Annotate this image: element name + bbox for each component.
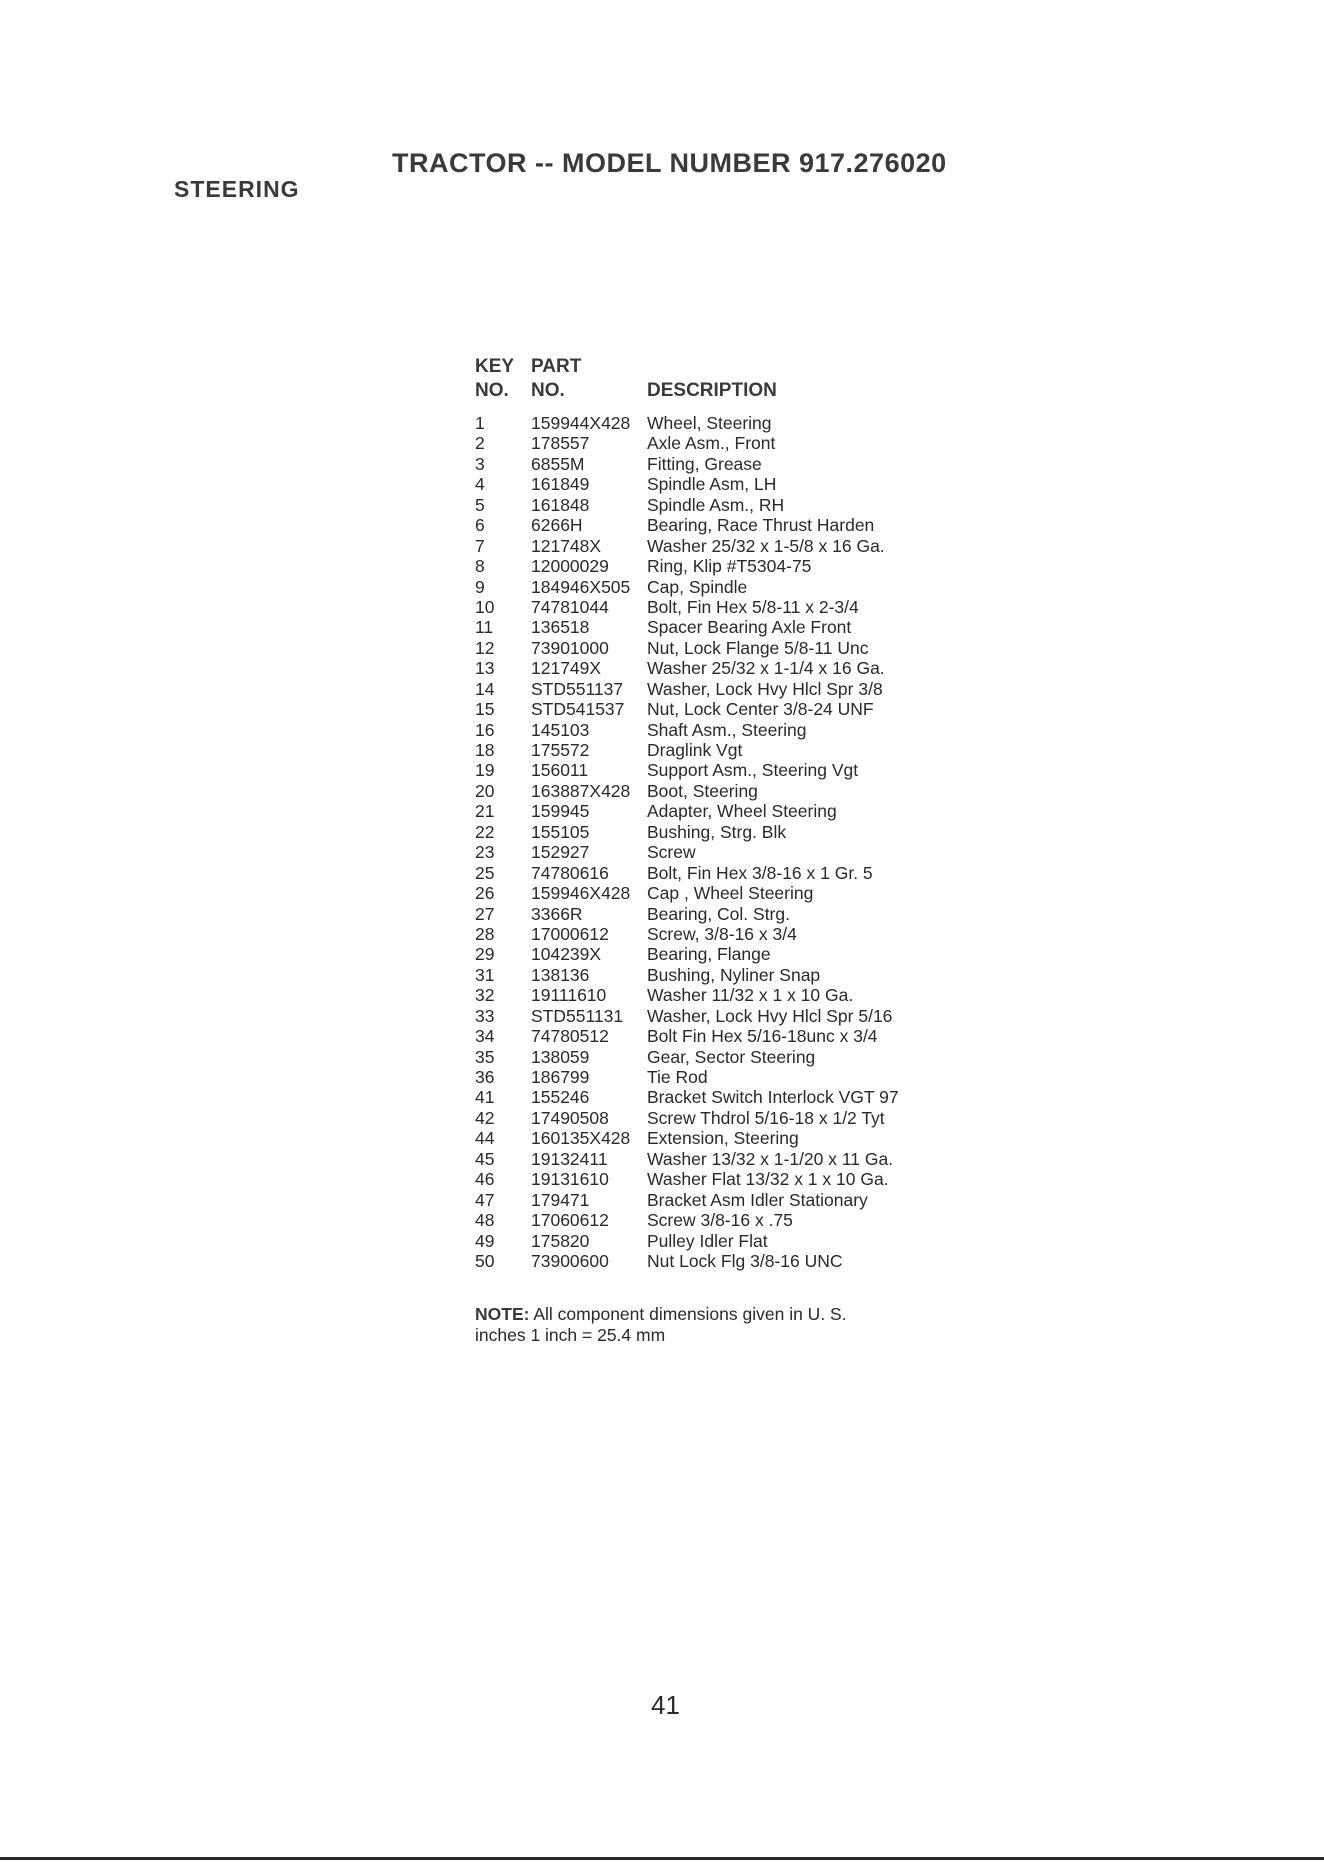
description-cell: Fitting, Grease xyxy=(647,453,762,474)
key-no-cell: 9 xyxy=(475,576,485,597)
table-row xyxy=(475,617,995,637)
table-row xyxy=(475,801,995,821)
part-no-cell: 121749X xyxy=(531,658,602,679)
table-row xyxy=(475,904,995,924)
description-cell: Bushing, Nyliner Snap xyxy=(647,964,821,985)
table-row xyxy=(475,1190,995,1210)
key-no-cell: 21 xyxy=(475,801,495,822)
part-no-cell: 12000029 xyxy=(531,556,609,577)
description-cell: Support Asm., Steering Vgt xyxy=(647,760,859,781)
key-no-cell: 44 xyxy=(475,1128,495,1149)
part-no-cell: 152927 xyxy=(531,842,590,863)
description-cell: Draglink Vgt xyxy=(647,740,743,760)
key-no-cell: 45 xyxy=(475,1148,495,1169)
part-no-cell: 74780616 xyxy=(531,862,609,883)
description-cell: Adapter, Wheel Steering xyxy=(647,801,837,822)
part-no-cell: 161849 xyxy=(531,474,590,495)
part-no-cell: 159945 xyxy=(531,801,590,822)
key-no-cell: 50 xyxy=(475,1250,495,1271)
section-title: STEERING xyxy=(174,176,300,202)
key-no-cell: 41 xyxy=(475,1087,495,1108)
table-row xyxy=(475,781,995,801)
table-row xyxy=(475,1128,995,1148)
parts-table xyxy=(475,356,995,1271)
part-no-cell: 17490508 xyxy=(531,1107,609,1128)
key-no-cell: 26 xyxy=(475,883,495,904)
part-no-cell: 19131610 xyxy=(531,1169,609,1190)
description-cell: Bearing, Col. Strg. xyxy=(647,903,790,924)
table-row xyxy=(475,577,995,597)
description-cell: Bolt, Fin Hex 3/8-16 x 1 Gr. 5 xyxy=(647,862,873,883)
part-no-cell: STD541537 xyxy=(531,699,625,720)
part-no-cell: 6266H xyxy=(531,515,583,536)
key-no-cell: 31 xyxy=(475,964,495,985)
key-no-cell: 49 xyxy=(475,1230,495,1251)
key-no-cell: 4 xyxy=(475,474,485,495)
key-no-cell: 3 xyxy=(475,453,485,474)
description-cell: Washer 11/32 x 1 x 10 Ga. xyxy=(647,985,854,1006)
part-no-cell: 178557 xyxy=(531,433,590,454)
key-no-cell: 20 xyxy=(475,780,495,801)
description-cell: Boot, Steering xyxy=(647,780,758,801)
header-key-no: NO. xyxy=(475,380,509,401)
header-description: DESCRIPTION xyxy=(647,380,777,401)
description-cell: Wheel, Steering xyxy=(647,413,772,433)
table-row xyxy=(475,863,995,883)
key-no-cell: 8 xyxy=(475,556,485,577)
description-cell: Washer, Lock Hvy Hlcl Spr 5/16 xyxy=(647,1005,893,1026)
key-no-cell: 25 xyxy=(475,862,495,883)
key-no-cell: 14 xyxy=(475,678,495,699)
part-no-cell: 155105 xyxy=(531,821,590,842)
key-no-cell: 29 xyxy=(475,944,495,965)
table-row xyxy=(475,658,995,678)
table-row xyxy=(475,1231,995,1251)
key-no-cell: 23 xyxy=(475,842,495,863)
table-row xyxy=(475,1108,995,1128)
key-no-cell: 32 xyxy=(475,985,495,1006)
part-no-cell: 19132411 xyxy=(531,1148,608,1169)
header-part-label: PART xyxy=(531,356,582,377)
key-no-cell: 36 xyxy=(475,1067,495,1087)
table-row xyxy=(475,740,995,760)
part-no-cell: 73901000 xyxy=(531,637,609,658)
key-no-cell: 1 xyxy=(475,413,485,433)
description-cell: Bolt Fin Hex 5/16-18unc x 3/4 xyxy=(647,1026,878,1047)
part-no-cell: 3366R xyxy=(531,903,583,924)
description-cell: Bearing, Flange xyxy=(647,944,771,965)
description-cell: Washer Flat 13/32 x 1 x 10 Ga. xyxy=(647,1169,889,1190)
key-no-cell: 18 xyxy=(475,740,495,760)
key-no-cell: 47 xyxy=(475,1189,495,1210)
description-cell: Washer 25/32 x 1-5/8 x 16 Ga. xyxy=(647,535,885,556)
key-no-cell: 12 xyxy=(475,637,495,658)
part-no-cell: 17060612 xyxy=(531,1210,609,1231)
header-part-no: NO. xyxy=(531,380,565,401)
table-row xyxy=(475,556,995,576)
description-cell: Axle Asm., Front xyxy=(647,433,776,454)
description-cell: Screw, 3/8-16 x 3/4 xyxy=(647,923,797,944)
part-no-cell: STD551131 xyxy=(531,1005,624,1026)
table-row xyxy=(475,720,995,740)
description-cell: Ring, Klip #T5304-75 xyxy=(647,556,812,577)
description-cell: Extension, Steering xyxy=(647,1128,799,1149)
table-row xyxy=(475,1087,995,1107)
description-cell: Nut Lock Flg 3/8-16 UNC xyxy=(647,1250,843,1271)
table-row xyxy=(475,924,995,944)
table-row xyxy=(475,495,995,515)
table-row xyxy=(475,760,995,780)
note-text-line1: All component dimensions given in U. S. xyxy=(533,1304,847,1324)
description-cell: Washer, Lock Hvy Hlcl Spr 3/8 xyxy=(647,678,883,699)
part-no-cell: 19111610 xyxy=(531,985,607,1006)
page-number: 41 xyxy=(651,1690,680,1720)
key-no-cell: 16 xyxy=(475,719,495,740)
table-row xyxy=(475,454,995,474)
description-cell: Screw xyxy=(647,842,696,863)
table-row xyxy=(475,1067,995,1087)
table-row xyxy=(475,1210,995,1230)
part-no-cell: 138059 xyxy=(531,1046,590,1067)
part-no-cell: 156011 xyxy=(531,760,589,781)
table-row xyxy=(475,883,995,903)
table-header-row-2 xyxy=(475,380,995,404)
key-no-cell: 10 xyxy=(475,596,495,617)
description-cell: Bearing, Race Thrust Harden xyxy=(647,515,875,536)
table-row xyxy=(475,699,995,719)
table-row xyxy=(475,985,995,1005)
key-no-cell: 6 xyxy=(475,515,485,536)
key-no-cell: 19 xyxy=(475,760,495,781)
description-cell: Shaft Asm., Steering xyxy=(647,719,807,740)
part-no-cell: 17000612 xyxy=(531,923,609,944)
note-text-line2: inches 1 inch = 25.4 mm xyxy=(475,1325,666,1345)
description-cell: Nut, Lock Flange 5/8-11 Unc xyxy=(647,637,869,658)
description-cell: Washer 25/32 x 1-1/4 x 16 Ga. xyxy=(647,658,885,679)
table-row xyxy=(475,1251,995,1271)
description-cell: Washer 13/32 x 1-1/20 x 11 Ga. xyxy=(647,1148,894,1169)
description-cell: Bushing, Strg. Blk xyxy=(647,821,787,842)
table-row xyxy=(475,822,995,842)
part-no-cell: 121748X xyxy=(531,535,602,556)
key-no-cell: 46 xyxy=(475,1169,495,1190)
description-cell: Spacer Bearing Axle Front xyxy=(647,617,852,638)
description-cell: Tie Rod xyxy=(647,1067,708,1087)
header-key-label: KEY xyxy=(475,356,515,377)
part-no-cell: 104239X xyxy=(531,944,602,965)
table-row xyxy=(475,597,995,617)
table-body xyxy=(475,413,995,1271)
part-no-cell: 145103 xyxy=(531,719,590,740)
part-no-cell: STD551137 xyxy=(531,678,624,699)
key-no-cell: 13 xyxy=(475,658,495,679)
description-cell: Bracket Switch Interlock VGT 97 xyxy=(647,1087,899,1108)
key-no-cell: 35 xyxy=(475,1046,495,1067)
part-no-cell: 159944X428 xyxy=(531,413,631,433)
description-cell: Gear, Sector Steering xyxy=(647,1046,816,1067)
key-no-cell: 48 xyxy=(475,1210,495,1231)
part-no-cell: 163887X428 xyxy=(531,780,631,801)
part-no-cell: 73900600 xyxy=(531,1250,609,1271)
part-no-cell: 155246 xyxy=(531,1087,590,1108)
table-row xyxy=(475,1026,995,1046)
description-cell: Cap, Spindle xyxy=(647,576,748,597)
key-no-cell: 22 xyxy=(475,821,495,842)
table-row xyxy=(475,638,995,658)
description-cell: Bolt, Fin Hex 5/8-11 x 2-3/4 xyxy=(647,596,859,617)
table-row xyxy=(475,474,995,494)
key-no-cell: 5 xyxy=(475,494,485,515)
part-no-cell: 175572 xyxy=(531,740,590,760)
key-no-cell: 7 xyxy=(475,535,485,556)
key-no-cell: 15 xyxy=(475,699,495,720)
table-row xyxy=(475,842,995,862)
part-no-cell: 160135X428 xyxy=(531,1128,631,1149)
table-header-row-1 xyxy=(475,356,995,380)
key-no-cell: 27 xyxy=(475,903,495,924)
description-cell: Bracket Asm Idler Stationary xyxy=(647,1189,868,1210)
part-no-cell: 186799 xyxy=(531,1067,590,1087)
description-cell: Screw Thdrol 5/16-18 x 1/2 Tyt xyxy=(647,1107,885,1128)
table-row xyxy=(475,536,995,556)
description-cell: Pulley Idler Flat xyxy=(647,1230,768,1251)
part-no-cell: 159946X428 xyxy=(531,883,631,904)
note-label: NOTE: xyxy=(475,1304,530,1324)
table-row xyxy=(475,679,995,699)
part-no-cell: 175820 xyxy=(531,1230,590,1251)
table-row xyxy=(475,944,995,964)
table-row xyxy=(475,1169,995,1189)
key-no-cell: 28 xyxy=(475,923,495,944)
key-no-cell: 2 xyxy=(475,433,485,454)
key-no-cell: 34 xyxy=(475,1026,495,1047)
part-no-cell: 179471 xyxy=(531,1189,590,1210)
key-no-cell: 11 xyxy=(475,617,494,638)
table-row xyxy=(475,413,995,433)
key-no-cell: 33 xyxy=(475,1005,495,1026)
key-no-cell: 42 xyxy=(475,1107,495,1128)
table-row xyxy=(475,1006,995,1026)
table-row xyxy=(475,515,995,535)
part-no-cell: 161848 xyxy=(531,494,590,515)
part-no-cell: 74781044 xyxy=(531,596,609,617)
description-cell: Screw 3/8-16 x .75 xyxy=(647,1210,793,1231)
description-cell: Nut, Lock Center 3/8-24 UNF xyxy=(647,699,874,720)
part-no-cell: 136518 xyxy=(531,617,590,638)
note xyxy=(475,1304,995,1346)
part-no-cell: 138136 xyxy=(531,964,590,985)
description-cell: Spindle Asm., RH xyxy=(647,494,785,515)
description-cell: Spindle Asm, LH xyxy=(647,474,777,495)
part-no-cell: 184946X505 xyxy=(531,576,631,597)
bottom-rule xyxy=(0,1857,1324,1860)
description-cell: Cap , Wheel Steering xyxy=(647,883,814,904)
table-row xyxy=(475,1047,995,1067)
table-row xyxy=(475,965,995,985)
table-row xyxy=(475,1149,995,1169)
table-row xyxy=(475,433,995,453)
part-no-cell: 6855M xyxy=(531,453,585,474)
page-title: TRACTOR -- MODEL NUMBER 917.276020 xyxy=(392,148,947,178)
part-no-cell: 74780512 xyxy=(531,1026,609,1047)
